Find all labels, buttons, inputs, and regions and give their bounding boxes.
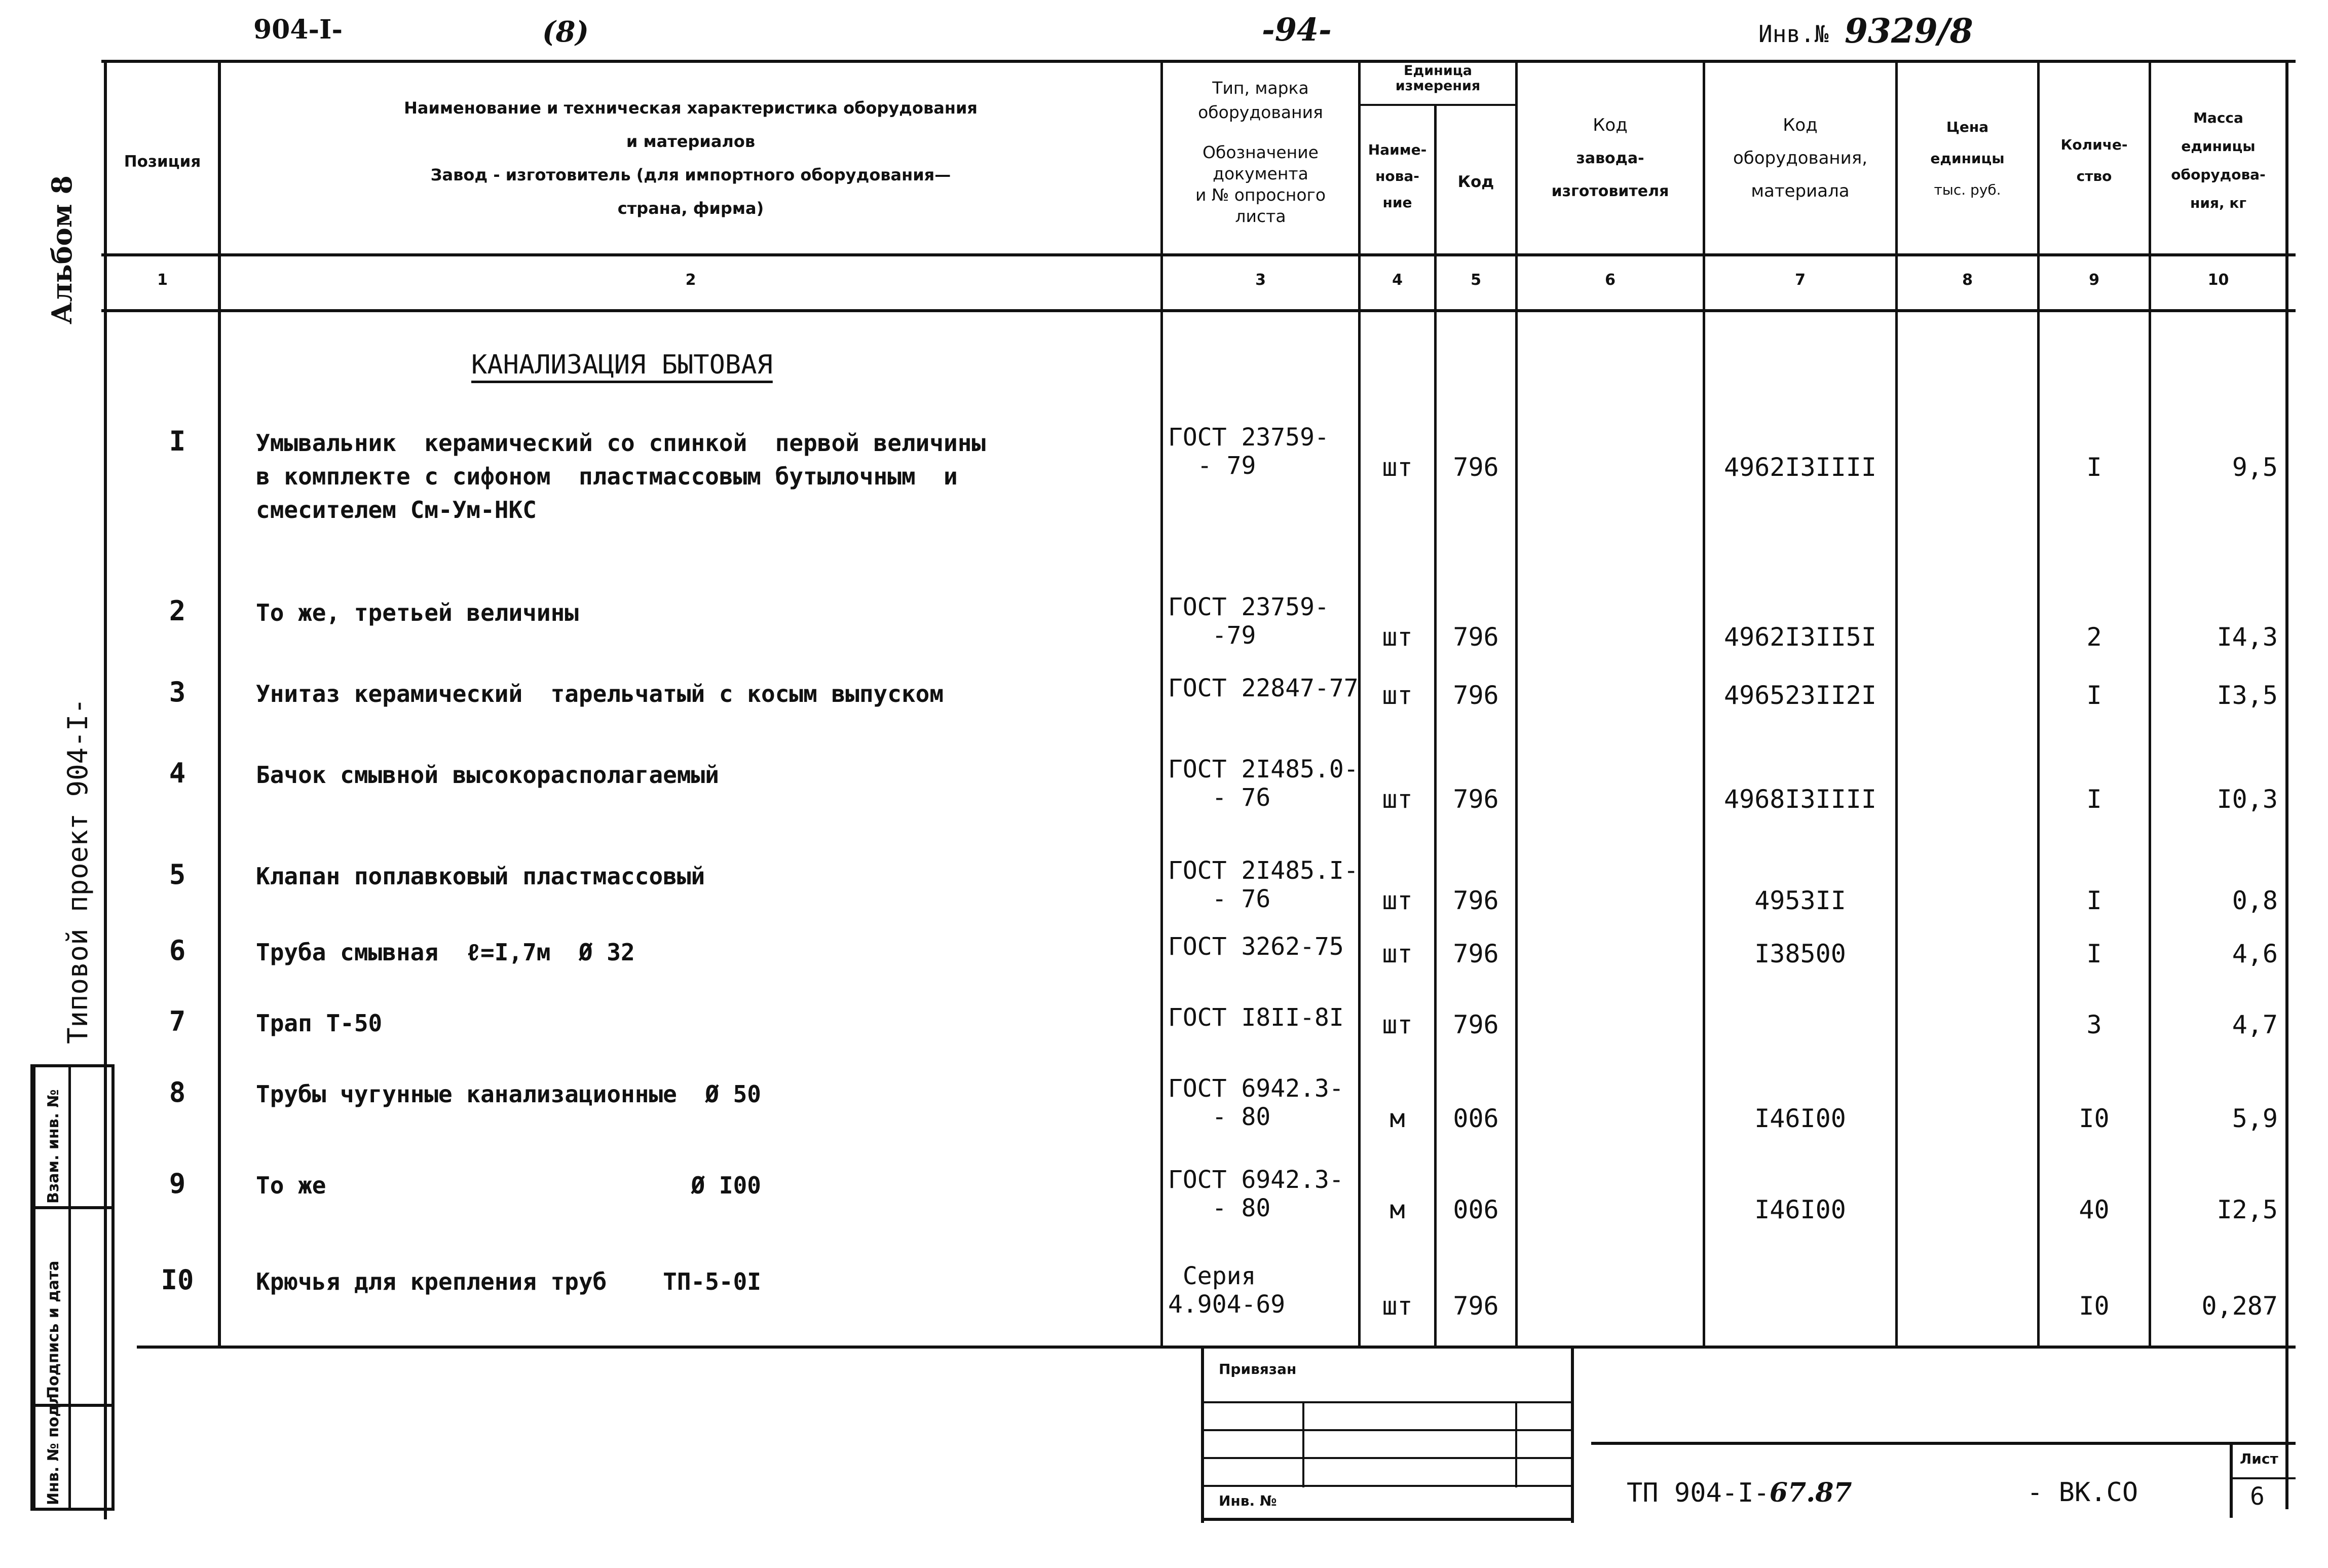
replace-inv-cell: Взам. инв. №: [45, 1089, 62, 1204]
sheet-label: Лист: [2240, 1450, 2278, 1467]
row-unit-code: 796: [1453, 622, 1499, 652]
document-line: ГОСТ 23759-: [1168, 423, 1329, 452]
row-quantity: I: [2086, 681, 2102, 710]
row-unit: шт: [1382, 1010, 1413, 1039]
row-description: [256, 426, 986, 527]
row-mass: I3,5: [2217, 681, 2278, 710]
row-quantity: I: [2086, 939, 2102, 968]
row-unit-code: 796: [1453, 1291, 1499, 1321]
document-line: ГОСТ 6942.3-: [1168, 1074, 1344, 1103]
row-document: [1168, 932, 1344, 961]
row-quantity: 40: [2079, 1195, 2110, 1224]
row-material-code: I38500: [1754, 939, 1846, 968]
row-unit: шт: [1382, 681, 1413, 710]
column-number: 8: [1962, 271, 1973, 289]
row-unit: шт: [1382, 453, 1413, 482]
row-mass: I0,3: [2217, 785, 2278, 814]
document-line: -79: [1168, 621, 1256, 650]
row-position: 4: [169, 757, 186, 789]
row-material-code: 4962I3IIII: [1723, 453, 1877, 482]
row-description: [256, 860, 705, 893]
row-material-code: 496523II2I: [1723, 681, 1877, 710]
row-quantity: I: [2086, 886, 2102, 915]
row-document: [1168, 423, 1329, 480]
header-name: Наименование и техническая характеристика оборудования и материалов Завод - изготовитель (для импортного оборудования— страна, фирма): [404, 98, 978, 218]
header-unit: Единица измерения: [1395, 63, 1481, 94]
row-mass: I4,3: [2217, 622, 2278, 652]
row-position: 5: [169, 858, 186, 890]
row-description: [256, 1077, 761, 1111]
row-quantity: 3: [2086, 1010, 2102, 1039]
row-material-code: 4953II: [1754, 886, 1846, 915]
column-number: 7: [1795, 271, 1806, 289]
document-line: ГОСТ 2I485.0-: [1168, 755, 1359, 783]
row-material-code: 4968I3IIII: [1723, 785, 1877, 814]
header-unit-name: Наиме- нова- ние: [1368, 141, 1427, 211]
document-line: ГОСТ 2I485.I-: [1168, 856, 1359, 885]
document-line: Серия: [1168, 1262, 1256, 1290]
row-document: [1168, 1262, 1285, 1319]
row-quantity: I0: [2079, 1291, 2110, 1321]
document-line: ГОСТ 23759-: [1168, 593, 1329, 621]
row-description: [256, 936, 635, 969]
row-unit: шт: [1382, 1291, 1413, 1321]
row-unit-code: 796: [1453, 681, 1499, 710]
row-mass: 5,9: [2232, 1104, 2278, 1133]
document-line: - 76: [1168, 885, 1271, 913]
row-position: I0: [161, 1264, 194, 1296]
description-line: Трубы чугунные канализационные Ø 50: [256, 1080, 761, 1108]
row-mass: 4,6: [2232, 939, 2278, 968]
row-document: [1168, 593, 1329, 650]
row-document: [1168, 1074, 1344, 1131]
original-inv-cell: Инв. № подл.: [45, 1387, 62, 1505]
description-line: в комплекте с сифоном пластмассовым бутылочным и: [256, 463, 958, 490]
document-line: - 76: [1168, 783, 1271, 812]
header-material-code: Код оборудования, материала: [1733, 115, 1868, 201]
row-description: [256, 677, 944, 711]
row-unit: шт: [1382, 785, 1413, 814]
document-line: ГОСТ I8II-8I: [1168, 1003, 1344, 1032]
row-position: 8: [169, 1076, 186, 1108]
row-unit-code: 796: [1453, 785, 1499, 814]
column-number: 2: [685, 271, 696, 289]
document-suffix: - ВК.СО: [2027, 1477, 2138, 1508]
row-unit-code: 006: [1453, 1104, 1499, 1133]
row-unit-code: 006: [1453, 1195, 1499, 1224]
description-line: То же Ø I00: [256, 1172, 761, 1199]
row-quantity: I: [2086, 453, 2102, 482]
row-description: [256, 758, 719, 792]
header-price: Цена единицы тыс. руб.: [1930, 119, 2005, 198]
row-position: I: [169, 425, 186, 457]
row-document: [1168, 1003, 1344, 1032]
row-quantity: I: [2086, 785, 2102, 814]
row-unit-code: 796: [1453, 1010, 1499, 1039]
column-number: 5: [1471, 271, 1481, 289]
header-mass: Масса единицы оборудова- ния, кг: [2171, 109, 2266, 211]
header-position: Позиция: [124, 153, 201, 171]
stamp-bound-label: Привязан: [1219, 1361, 1297, 1377]
column-number: 1: [157, 271, 168, 289]
header-unit-code: Код: [1457, 173, 1494, 191]
row-document: [1168, 856, 1359, 913]
page-number: -94-: [1262, 11, 1332, 48]
row-unit: шт: [1382, 622, 1413, 652]
row-description: [256, 1006, 382, 1040]
row-description: [256, 1265, 761, 1298]
description-line: Умывальник керамический со спинкой первой величины: [256, 429, 986, 457]
row-mass: 0,287: [2201, 1291, 2278, 1321]
document-line: 4.904-69: [1168, 1290, 1286, 1319]
row-mass: 9,5: [2232, 453, 2278, 482]
row-document: [1168, 1166, 1344, 1222]
row-unit-code: 796: [1453, 453, 1499, 482]
row-unit: м: [1390, 1104, 1405, 1133]
row-mass: 0,8: [2232, 886, 2278, 915]
row-description: [256, 596, 579, 629]
sheet-number: 6: [2250, 1482, 2265, 1511]
row-unit: шт: [1382, 939, 1413, 968]
description-line: Унитаз керамический тарельчатый с косым выпуском: [256, 680, 944, 707]
description-line: Бачок смывной высокорасполагаемый: [256, 761, 719, 789]
description-line: смесителем См-Ум-НКС: [256, 496, 537, 524]
description-line: Клапан поплавковый пластмассовый: [256, 863, 705, 890]
document-line: ГОСТ 3262-75: [1168, 932, 1344, 961]
description-line: Трап Т-50: [256, 1010, 383, 1037]
row-unit: шт: [1382, 886, 1413, 915]
column-number: 10: [2207, 271, 2229, 289]
description-line: Крючья для крепления труб ТП-5-0I: [256, 1268, 761, 1295]
document-line: - 80: [1168, 1194, 1271, 1222]
header-document: Обозначение документа и № опросного листа: [1195, 142, 1326, 226]
row-position: 3: [169, 676, 186, 708]
column-number: 3: [1255, 271, 1266, 289]
document-line: - 80: [1168, 1103, 1271, 1131]
column-number: 9: [2089, 271, 2099, 289]
row-description: [256, 1169, 761, 1202]
row-material-code: 4962I3II5I: [1723, 622, 1877, 652]
row-quantity: I0: [2079, 1104, 2110, 1133]
row-document: [1168, 674, 1359, 702]
column-number: 6: [1605, 271, 1616, 289]
header-factory-code: Код завода- изготовителя: [1551, 115, 1669, 200]
row-position: 2: [169, 595, 186, 627]
description-line: То же, третьей величины: [256, 599, 579, 626]
header-type: Тип, марка оборудования: [1198, 78, 1323, 122]
document-line: ГОСТ 6942.3-: [1168, 1166, 1344, 1194]
album-side-label: Альбом 8: [46, 175, 78, 324]
document-code: ТП 904-I-67.87: [1627, 1477, 1852, 1508]
row-material-code: I46I00: [1754, 1195, 1846, 1224]
project-side-label: Типовой проект 904-I-: [62, 698, 94, 1044]
header-quantity: Количе- ство: [2060, 136, 2128, 184]
row-position: 7: [169, 1005, 186, 1037]
row-unit-code: 796: [1453, 939, 1499, 968]
row-position: 9: [169, 1168, 186, 1200]
album-mark: (8): [542, 15, 589, 49]
series-number: 904-I-: [253, 14, 343, 45]
description-line: Труба смывная ℓ=I,7м Ø 32: [256, 939, 635, 966]
row-mass: 4,7: [2232, 1010, 2278, 1039]
row-position: 6: [169, 935, 186, 966]
document-line: ГОСТ 22847-77: [1168, 674, 1359, 702]
row-material-code: I46I00: [1754, 1104, 1846, 1133]
inventory-label: Инв.№: [1758, 20, 1829, 48]
signature-date-cell: Подпись и дата: [45, 1260, 62, 1399]
row-mass: I2,5: [2217, 1195, 2278, 1224]
row-unit: м: [1390, 1195, 1405, 1224]
row-document: [1168, 755, 1359, 812]
column-number: 4: [1392, 271, 1403, 289]
document-line: - 79: [1168, 452, 1256, 480]
row-quantity: 2: [2086, 622, 2102, 652]
inventory-number: 9329/8: [1845, 11, 1973, 51]
stamp-inv-label: Инв. №: [1219, 1492, 1277, 1509]
section-title: КАНАЛИЗАЦИЯ БЫТОВАЯ: [471, 350, 773, 380]
row-unit-code: 796: [1453, 886, 1499, 915]
